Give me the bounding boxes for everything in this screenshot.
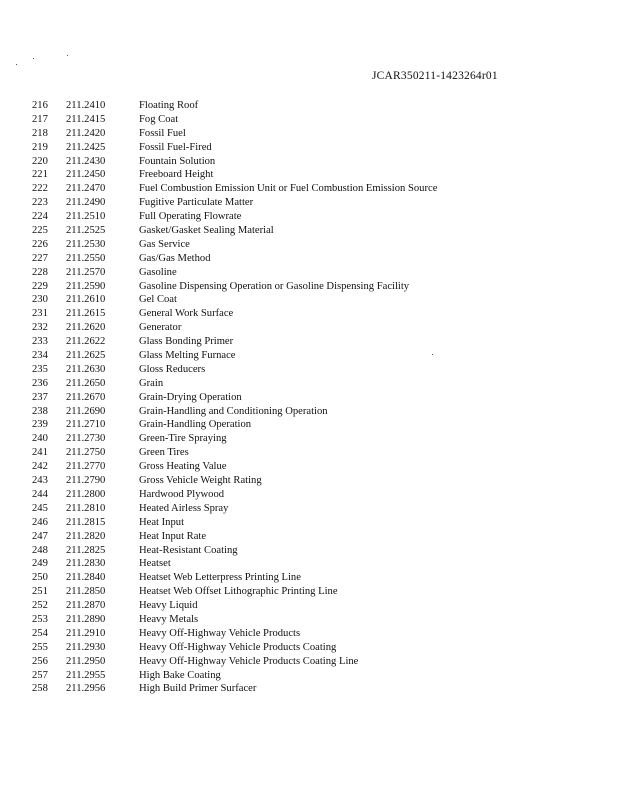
section-number: 211.2850 <box>66 586 106 598</box>
term-name: Hardwood Plywood <box>139 488 225 500</box>
row-number: 258 <box>32 683 48 695</box>
list-item <box>0 516 618 530</box>
section-number: 211.2530 <box>66 238 106 250</box>
term-name: Grain-Handling and Conditioning Operation <box>139 405 328 417</box>
list-item <box>0 363 618 377</box>
row-number: 247 <box>32 530 48 542</box>
section-number: 211.2830 <box>66 558 106 570</box>
list-item <box>0 488 618 502</box>
list-item <box>0 544 618 558</box>
section-number: 211.2410 <box>66 100 106 111</box>
list-item <box>0 571 618 585</box>
section-number: 211.2430 <box>66 155 106 167</box>
term-name: Glass Bonding Primer <box>139 336 234 348</box>
list-item <box>0 210 618 224</box>
row-number: 257 <box>32 669 48 681</box>
term-name: Heavy Off-Highway Vehicle Products Coating <box>139 641 337 653</box>
list-item <box>0 418 618 432</box>
list-item <box>0 655 618 669</box>
section-number: 211.2670 <box>66 391 106 403</box>
row-number: 254 <box>32 627 48 639</box>
section-number: 211.2590 <box>66 280 106 292</box>
term-name: Fuel Combustion Emission Unit or Fuel Combustion Emission Source <box>139 183 438 195</box>
row-number: 243 <box>32 475 48 487</box>
term-name: Gasoline <box>139 266 177 278</box>
list-item <box>0 293 618 307</box>
row-number: 240 <box>32 433 48 445</box>
row-number: 231 <box>32 308 48 320</box>
list-item <box>0 168 618 182</box>
list-item <box>0 599 618 613</box>
section-number: 211.2570 <box>66 266 106 278</box>
row-number: 217 <box>32 113 48 125</box>
term-name: High Build Primer Surfacer <box>139 683 257 695</box>
section-number: 211.2956 <box>66 683 106 695</box>
section-number: 211.2690 <box>66 405 106 417</box>
list-item <box>0 155 618 169</box>
section-number: 211.2425 <box>66 141 106 153</box>
term-name: Heavy Liquid <box>139 600 198 612</box>
row-number: 249 <box>32 558 48 570</box>
row-number: 253 <box>32 613 48 625</box>
row-number: 244 <box>32 488 48 500</box>
scan-speck <box>33 58 34 59</box>
row-number: 224 <box>32 211 48 223</box>
list-item <box>0 224 618 238</box>
row-number: 237 <box>32 391 48 403</box>
term-name: General Work Surface <box>139 308 234 320</box>
row-number: 239 <box>32 419 48 431</box>
row-number: 242 <box>32 461 48 473</box>
term-name: Fountain Solution <box>139 155 216 167</box>
list-item <box>0 321 618 335</box>
list-item <box>0 335 618 349</box>
row-number: 218 <box>32 127 48 139</box>
section-number: 211.2770 <box>66 461 106 473</box>
section-number: 211.2650 <box>66 377 106 389</box>
definitions-list <box>0 99 618 696</box>
section-number: 211.2825 <box>66 544 106 556</box>
list-item <box>0 460 618 474</box>
term-name: Green Tires <box>139 447 189 459</box>
list-item <box>0 99 618 113</box>
list-item <box>0 613 618 627</box>
list-item <box>0 530 618 544</box>
row-number: 223 <box>32 197 48 209</box>
section-number: 211.2790 <box>66 475 106 487</box>
row-number: 220 <box>32 155 48 167</box>
list-item <box>0 627 618 641</box>
row-number: 256 <box>32 655 48 667</box>
list-item <box>0 238 618 252</box>
list-item <box>0 113 618 127</box>
scan-speck <box>16 64 17 65</box>
row-number: 234 <box>32 350 48 362</box>
list-item <box>0 669 618 683</box>
list-item <box>0 307 618 321</box>
row-number: 216 <box>32 100 48 111</box>
row-number: 227 <box>32 252 48 264</box>
scan-speck <box>67 55 68 56</box>
list-item <box>0 252 618 266</box>
term-name: Gas/Gas Method <box>139 252 211 264</box>
term-name: Fog Coat <box>139 113 179 125</box>
list-item <box>0 405 618 419</box>
section-number: 211.2622 <box>66 336 106 348</box>
term-name: Gross Vehicle Weight Rating <box>139 475 262 487</box>
section-number: 211.2620 <box>66 322 106 334</box>
list-item <box>0 280 618 294</box>
section-number: 211.2810 <box>66 502 106 514</box>
row-number: 225 <box>32 225 48 237</box>
list-item <box>0 377 618 391</box>
row-number: 252 <box>32 600 48 612</box>
term-name: Gel Coat <box>139 294 177 306</box>
list-item <box>0 446 618 460</box>
list-item <box>0 502 618 516</box>
section-number: 211.2930 <box>66 641 106 653</box>
row-number: 246 <box>32 516 48 528</box>
list-item <box>0 349 618 363</box>
term-name: Glass Melting Furnace <box>139 350 236 362</box>
section-number: 211.2510 <box>66 211 106 223</box>
section-number: 211.2490 <box>66 197 106 209</box>
section-number: 211.2470 <box>66 183 106 195</box>
term-name: Gasket/Gasket Sealing Material <box>139 225 274 237</box>
term-name: Heavy Off-Highway Vehicle Products <box>139 627 301 639</box>
section-number: 211.2630 <box>66 363 106 375</box>
list-item <box>0 127 618 141</box>
section-number: 211.2420 <box>66 127 106 139</box>
row-number: 235 <box>32 363 48 375</box>
list-item <box>0 182 618 196</box>
row-number: 232 <box>32 322 48 334</box>
row-number: 219 <box>32 141 48 153</box>
section-number: 211.2625 <box>66 350 106 362</box>
section-number: 211.2890 <box>66 613 106 625</box>
term-name: Heat Input Rate <box>139 530 207 542</box>
row-number: 229 <box>32 280 48 292</box>
row-number: 222 <box>32 183 48 195</box>
row-number: 236 <box>32 377 48 389</box>
section-number: 211.2415 <box>66 113 106 125</box>
section-number: 211.2550 <box>66 252 106 264</box>
term-name: Heated Airless Spray <box>139 502 229 514</box>
section-number: 211.2610 <box>66 294 106 306</box>
list-item <box>0 557 618 571</box>
section-number: 211.2800 <box>66 488 106 500</box>
term-name: Heat-Resistant Coating <box>139 544 238 556</box>
list-item <box>0 141 618 155</box>
term-name: Green-Tire Spraying <box>139 433 227 445</box>
term-name: Heavy Metals <box>139 613 199 625</box>
term-name: Floating Roof <box>139 100 199 111</box>
row-number: 248 <box>32 544 48 556</box>
section-number: 211.2525 <box>66 225 106 237</box>
term-name: Grain-Handling Operation <box>139 419 252 431</box>
term-name: Heat Input <box>139 516 185 528</box>
term-name: Gross Heating Value <box>139 461 227 473</box>
row-number: 226 <box>32 238 48 250</box>
term-name: Heatset Web Offset Lithographic Printing Line <box>139 586 338 598</box>
term-name: Grain-Drying Operation <box>139 391 242 403</box>
section-number: 211.2815 <box>66 516 106 528</box>
row-number: 245 <box>32 502 48 514</box>
term-name: Fossil Fuel-Fired <box>139 141 212 153</box>
row-number: 241 <box>32 447 48 459</box>
row-number: 233 <box>32 336 48 348</box>
list-item <box>0 641 618 655</box>
section-number: 211.2950 <box>66 655 106 667</box>
term-name: Freeboard Height <box>139 169 214 181</box>
list-item <box>0 585 618 599</box>
list-item <box>0 474 618 488</box>
list-item <box>0 196 618 210</box>
section-number: 211.2910 <box>66 627 106 639</box>
section-number: 211.2870 <box>66 600 106 612</box>
list-item <box>0 266 618 280</box>
row-number: 255 <box>32 641 48 653</box>
term-name: Gloss Reducers <box>139 363 206 375</box>
term-name: Full Operating Flowrate <box>139 211 242 223</box>
document-id: JCAR350211-1423264r01 <box>372 70 498 82</box>
section-number: 211.2955 <box>66 669 106 681</box>
section-number: 211.2450 <box>66 169 106 181</box>
term-name: Fugitive Particulate Matter <box>139 197 254 209</box>
term-name: Heatset <box>139 558 171 570</box>
term-name: High Bake Coating <box>139 669 221 681</box>
section-number: 211.2750 <box>66 447 106 459</box>
term-name: Fossil Fuel <box>139 127 186 139</box>
term-name: Heatset Web Letterpress Printing Line <box>139 572 301 584</box>
term-name: Grain <box>139 377 164 389</box>
list-item <box>0 682 618 696</box>
row-number: 250 <box>32 572 48 584</box>
section-number: 211.2710 <box>66 419 106 431</box>
section-number: 211.2820 <box>66 530 106 542</box>
row-number: 238 <box>32 405 48 417</box>
list-item <box>0 391 618 405</box>
row-number: 230 <box>32 294 48 306</box>
section-number: 211.2730 <box>66 433 106 445</box>
row-number: 251 <box>32 586 48 598</box>
row-number: 221 <box>32 169 48 181</box>
term-name: Generator <box>139 322 182 334</box>
row-number: 228 <box>32 266 48 278</box>
term-name: Gas Service <box>139 238 190 250</box>
term-name: Heavy Off-Highway Vehicle Products Coating Line <box>139 655 359 667</box>
section-number: 211.2615 <box>66 308 106 320</box>
list-item <box>0 432 618 446</box>
term-name: Gasoline Dispensing Operation or Gasoline Dispensing Facility <box>139 280 410 292</box>
section-number: 211.2840 <box>66 572 106 584</box>
